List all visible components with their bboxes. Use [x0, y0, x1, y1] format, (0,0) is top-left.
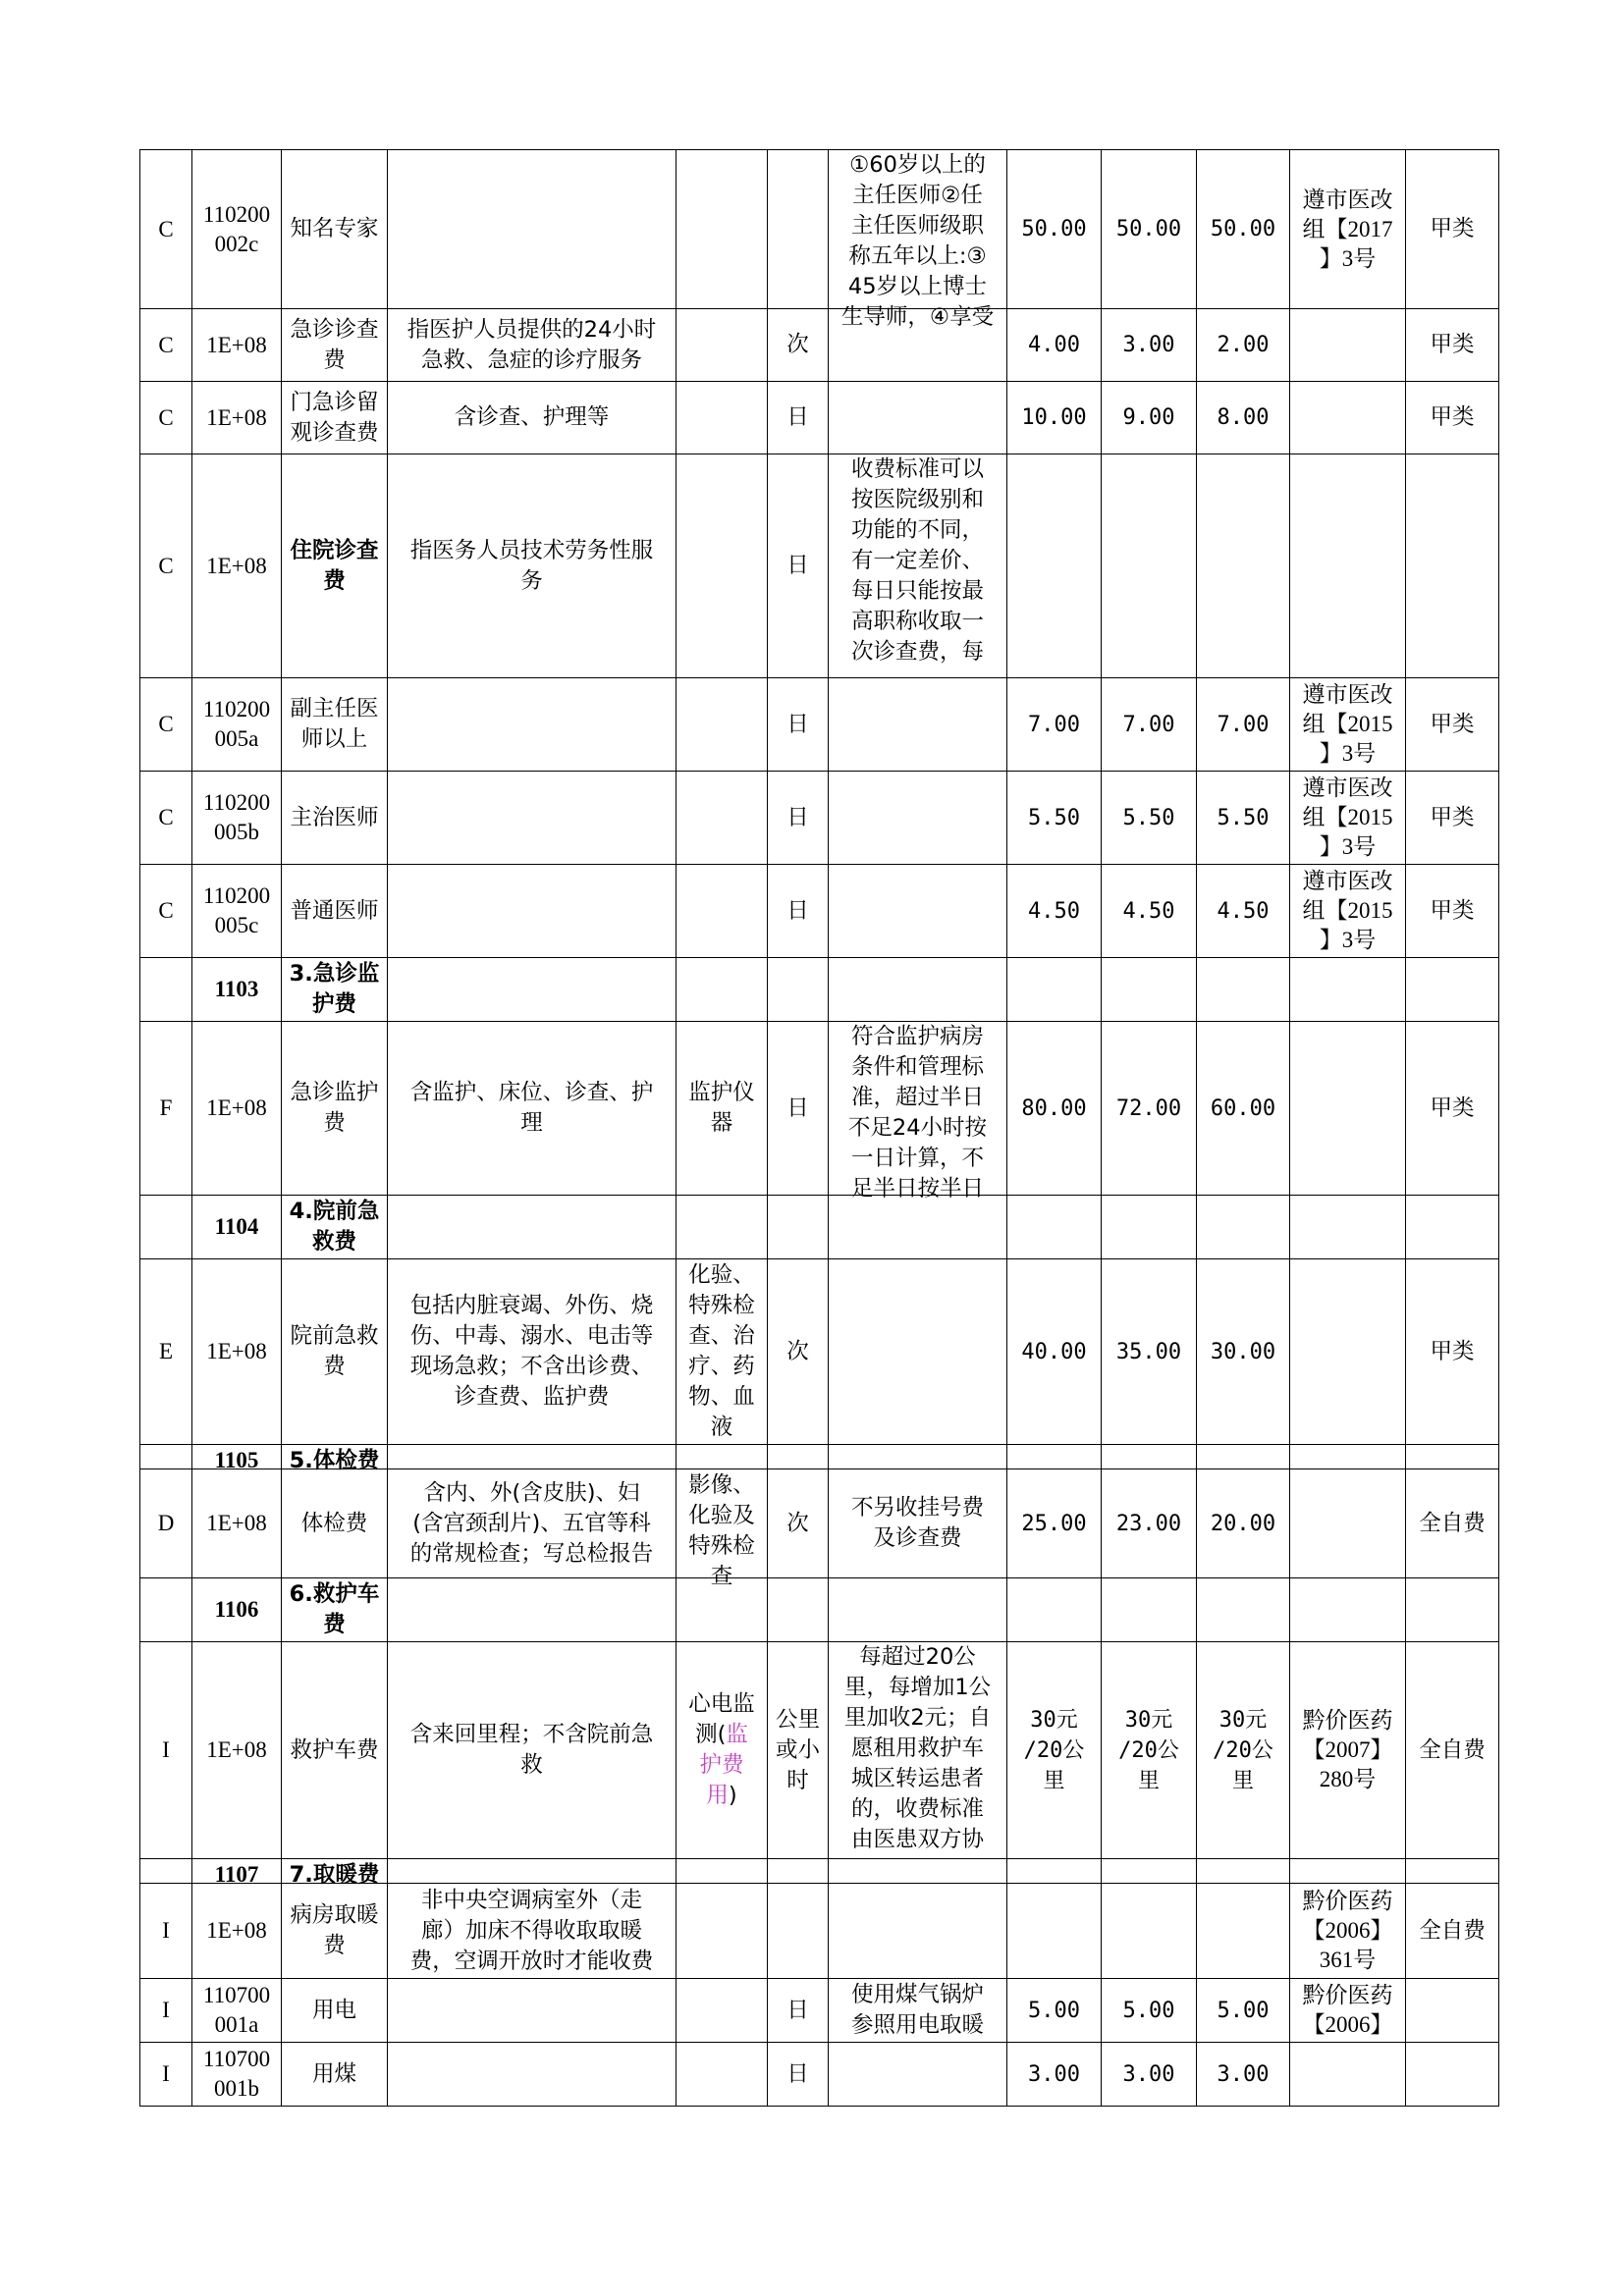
- cell-except: [677, 1196, 768, 1259]
- cell-name: 7.取暖费: [282, 1859, 388, 1884]
- cell-except: [677, 1859, 768, 1884]
- cell-basis: [1290, 1445, 1406, 1469]
- cell-cat: [1406, 1859, 1499, 1884]
- cell-note: 符合监护病房 条件和管理标 准，超过半日 不足24小时按 一日计算，不 足半日按半日: [829, 1022, 1007, 1196]
- cell-p3: 50.00: [1197, 150, 1290, 309]
- cell-code: 1E+08: [192, 1022, 282, 1196]
- cell-unit: [768, 1884, 829, 1979]
- cell-content: [388, 678, 677, 772]
- cell-p1: 4.00: [1007, 309, 1102, 382]
- cell-p2: [1102, 1884, 1197, 1979]
- cell-basis: 遵市医改 组【2015 】3号: [1290, 772, 1406, 865]
- cell-code: 1E+08: [192, 309, 282, 382]
- cell-except: [677, 382, 768, 454]
- cell-p1: 5.50: [1007, 772, 1102, 865]
- table-row: [140, 1884, 1499, 1979]
- cell-p2: [1102, 958, 1197, 1022]
- cell-basis: [1290, 958, 1406, 1022]
- cell-note: 不另收挂号费 及诊查费: [829, 1469, 1007, 1578]
- cell-note: 每超过20公 里，每增加1公 里加收2元；自 愿租用救护车 城区转运患者 的，收费标准 由医患双方协: [829, 1642, 1007, 1859]
- cell-cat: [1406, 1578, 1499, 1642]
- cell-unit: 日: [768, 1022, 829, 1196]
- cell-p2: 4.50: [1102, 865, 1197, 958]
- cell-name: 副主任医 师以上: [282, 678, 388, 772]
- cell-note: 收费标准可以 按医院级别和 功能的不同， 有一定差价、 每日只能按最 高职称收取一 次诊查费，每: [829, 454, 1007, 678]
- cell-cat: 全自费: [1406, 1642, 1499, 1859]
- cell-content: 含内、外(含皮肤)、妇 (含宫颈刮片)、五官等科 的常规检查；写总检报告: [388, 1469, 677, 1578]
- cell-cls: C: [140, 150, 192, 309]
- cell-except: [677, 1884, 768, 1979]
- cell-except: 影像、 化验及 特殊检 查: [677, 1469, 768, 1578]
- cell-cat: 甲类: [1406, 772, 1499, 865]
- cell-cat: 甲类: [1406, 1259, 1499, 1445]
- cell-cls: [140, 958, 192, 1022]
- cell-basis: [1290, 1469, 1406, 1578]
- cell-unit: 次: [768, 1469, 829, 1578]
- cell-cls: I: [140, 1979, 192, 2043]
- table-row: [140, 865, 1499, 958]
- cell-p2: [1102, 1578, 1197, 1642]
- cell-cls: F: [140, 1022, 192, 1196]
- cell-code: 110200 005a: [192, 678, 282, 772]
- cell-note: [829, 958, 1007, 1022]
- cell-content: [388, 1578, 677, 1642]
- cell-basis: [1290, 1196, 1406, 1259]
- cell-cat: [1406, 1196, 1499, 1259]
- cell-code: 110200 005c: [192, 865, 282, 958]
- cell-name: 知名专家: [282, 150, 388, 309]
- cell-cat: 甲类: [1406, 1022, 1499, 1196]
- cell-note: [829, 1259, 1007, 1445]
- cell-note: [829, 678, 1007, 772]
- cell-p2: 5.00: [1102, 1979, 1197, 2043]
- cell-note: [829, 2043, 1007, 2107]
- cell-p2: 9.00: [1102, 382, 1197, 454]
- cell-code: 1E+08: [192, 1884, 282, 1979]
- cell-p3: [1197, 1578, 1290, 1642]
- cell-name: 普通医师: [282, 865, 388, 958]
- cell-code: 1E+08: [192, 1259, 282, 1445]
- cell-except: [677, 865, 768, 958]
- cell-unit: 日: [768, 2043, 829, 2107]
- table-row: [140, 958, 1499, 1022]
- cell-content: [388, 865, 677, 958]
- cell-cat: 甲类: [1406, 678, 1499, 772]
- cell-except: [677, 1445, 768, 1469]
- cell-cls: D: [140, 1469, 192, 1578]
- cell-except: [677, 1979, 768, 2043]
- cell-content: 指医护人员提供的24小时 急救、急症的诊疗服务: [388, 309, 677, 382]
- cell-cat: 甲类: [1406, 382, 1499, 454]
- cell-note: [829, 382, 1007, 454]
- cell-cls: [140, 1196, 192, 1259]
- cell-name: 急诊诊查 费: [282, 309, 388, 382]
- cell-content: 含诊查、护理等: [388, 382, 677, 454]
- cell-basis: [1290, 454, 1406, 678]
- cell-content: [388, 1445, 677, 1469]
- cell-except: [677, 958, 768, 1022]
- table-row: [140, 1259, 1499, 1445]
- cell-p1: [1007, 1196, 1102, 1259]
- cell-code: 1104: [192, 1196, 282, 1259]
- cell-p1: 80.00: [1007, 1022, 1102, 1196]
- cell-p1: 10.00: [1007, 382, 1102, 454]
- cell-cat: 甲类: [1406, 309, 1499, 382]
- cell-content: [388, 958, 677, 1022]
- cell-p1: 40.00: [1007, 1259, 1102, 1445]
- cell-cat: [1406, 1979, 1499, 2043]
- cell-basis: [1290, 1859, 1406, 1884]
- cell-cat: [1406, 454, 1499, 678]
- cell-except: [677, 678, 768, 772]
- cell-basis: 遵市医改 组【2015 】3号: [1290, 678, 1406, 772]
- cell-except: [677, 150, 768, 309]
- cell-unit: 日: [768, 865, 829, 958]
- cell-unit: [768, 150, 829, 309]
- cell-p3: [1197, 1884, 1290, 1979]
- cell-p2: [1102, 1859, 1197, 1884]
- cell-p1: [1007, 1859, 1102, 1884]
- table-row: [140, 1022, 1499, 1196]
- cell-basis: 遵市医改 组【2017 】3号: [1290, 150, 1406, 309]
- cell-content: 非中央空调病室外（走 廊）加床不得收取取暖 费，空调开放时才能收费: [388, 1884, 677, 1979]
- cell-cls: C: [140, 382, 192, 454]
- cell-basis: [1290, 1022, 1406, 1196]
- cell-unit: 公里 或小 时: [768, 1642, 829, 1859]
- cell-except: [677, 454, 768, 678]
- cell-p1: [1007, 1445, 1102, 1469]
- cell-p1: 3.00: [1007, 2043, 1102, 2107]
- cell-p3: 8.00: [1197, 382, 1290, 454]
- cell-name: 救护车费: [282, 1642, 388, 1859]
- cell-note: 使用煤气锅炉 参照用电取暖: [829, 1979, 1007, 2043]
- cell-unit: 日: [768, 454, 829, 678]
- table-row: [140, 1445, 1499, 1469]
- cell-p1: 5.00: [1007, 1979, 1102, 2043]
- cell-code: 1103: [192, 958, 282, 1022]
- cell-p3: 3.00: [1197, 2043, 1290, 2107]
- cell-cat: 全自费: [1406, 1884, 1499, 1979]
- table-row: [140, 454, 1499, 678]
- cell-p3: 60.00: [1197, 1022, 1290, 1196]
- cell-cls: E: [140, 1259, 192, 1445]
- cell-basis: [1290, 309, 1406, 382]
- cell-cat: [1406, 1445, 1499, 1469]
- cell-note: [829, 1445, 1007, 1469]
- cell-p1: 7.00: [1007, 678, 1102, 772]
- cell-unit: 日: [768, 772, 829, 865]
- table-row: [140, 1642, 1499, 1859]
- cell-unit: 次: [768, 309, 829, 382]
- cell-cat: [1406, 958, 1499, 1022]
- cell-p3: 7.00: [1197, 678, 1290, 772]
- cell-unit: 日: [768, 382, 829, 454]
- cell-name: 4.院前急 救费: [282, 1196, 388, 1259]
- cell-cls: C: [140, 454, 192, 678]
- cell-except: [677, 309, 768, 382]
- cell-cat: [1406, 2043, 1499, 2107]
- cell-p3: [1197, 958, 1290, 1022]
- cell-code: 1E+08: [192, 454, 282, 678]
- cell-code: 1107: [192, 1859, 282, 1884]
- cell-p3: [1197, 1859, 1290, 1884]
- cell-p3: 5.00: [1197, 1979, 1290, 2043]
- cell-p1: 25.00: [1007, 1469, 1102, 1578]
- cell-unit: [768, 958, 829, 1022]
- cell-content: [388, 2043, 677, 2107]
- cell-except: [677, 2043, 768, 2107]
- cell-code: 1106: [192, 1578, 282, 1642]
- pink-note: 监 护费 用: [699, 1722, 748, 1808]
- cell-p2: 3.00: [1102, 2043, 1197, 2107]
- cell-code: 1105: [192, 1445, 282, 1469]
- cell-p3: [1197, 1196, 1290, 1259]
- cell-name: 急诊监护 费: [282, 1022, 388, 1196]
- table-row: [140, 382, 1499, 454]
- cell-name: 5.体检费: [282, 1445, 388, 1469]
- cell-content: [388, 772, 677, 865]
- cell-except: 化验、 特殊检 查、治 疗、药 物、血 液: [677, 1259, 768, 1445]
- cell-cat: 全自费: [1406, 1469, 1499, 1578]
- cell-unit: [768, 1859, 829, 1884]
- cell-basis: 黔价医药 【2007】 280号: [1290, 1642, 1406, 1859]
- cell-p2: 7.00: [1102, 678, 1197, 772]
- cell-p3: 5.50: [1197, 772, 1290, 865]
- cell-name: 主治医师: [282, 772, 388, 865]
- cell-cls: [140, 1578, 192, 1642]
- cell-cat: 甲类: [1406, 865, 1499, 958]
- cell-cls: C: [140, 865, 192, 958]
- cell-cls: I: [140, 1642, 192, 1859]
- cell-p2: 50.00: [1102, 150, 1197, 309]
- cell-note: [829, 1859, 1007, 1884]
- cell-content: 含监护、床位、诊查、护 理: [388, 1022, 677, 1196]
- cell-basis: [1290, 1259, 1406, 1445]
- cell-cls: C: [140, 309, 192, 382]
- table-row: [140, 1578, 1499, 1642]
- cell-p2: [1102, 454, 1197, 678]
- cell-code: 1E+08: [192, 1642, 282, 1859]
- table-row: [140, 1979, 1499, 2043]
- table-row: [140, 150, 1499, 309]
- cell-p2: [1102, 1196, 1197, 1259]
- cell-p3: 20.00: [1197, 1469, 1290, 1578]
- cell-p1: [1007, 958, 1102, 1022]
- cell-cat: 甲类: [1406, 150, 1499, 309]
- cell-p3: [1197, 1445, 1290, 1469]
- cell-code: 110200 002c: [192, 150, 282, 309]
- cell-basis: [1290, 1578, 1406, 1642]
- cell-content: [388, 1979, 677, 2043]
- cell-p1: [1007, 454, 1102, 678]
- cell-name: 用煤: [282, 2043, 388, 2107]
- cell-unit: 日: [768, 678, 829, 772]
- cell-p2: [1102, 1445, 1197, 1469]
- cell-note: [829, 865, 1007, 958]
- cell-unit: 次: [768, 1259, 829, 1445]
- cell-unit: [768, 1445, 829, 1469]
- cell-code: 110700 001b: [192, 2043, 282, 2107]
- cell-p1: 50.00: [1007, 150, 1102, 309]
- cell-p3: 30.00: [1197, 1259, 1290, 1445]
- cell-p1: 4.50: [1007, 865, 1102, 958]
- cell-name: 6.救护车 费: [282, 1578, 388, 1642]
- cell-p1: [1007, 1884, 1102, 1979]
- cell-content: [388, 150, 677, 309]
- cell-content: 指医务人员技术劳务性服 务: [388, 454, 677, 678]
- cell-code: 1E+08: [192, 1469, 282, 1578]
- cell-unit: 日: [768, 1979, 829, 2043]
- table-row: [140, 678, 1499, 772]
- cell-p3: [1197, 454, 1290, 678]
- cell-cls: C: [140, 678, 192, 772]
- cell-note: [829, 772, 1007, 865]
- cell-note: ①60岁以上的 主任医师②任 主任医师级职 称五年以上:③ 45岁以上博士 生导师，④享受: [829, 150, 1007, 309]
- price-table: [139, 149, 1499, 2107]
- cell-name: 门急诊留 观诊查费: [282, 382, 388, 454]
- cell-name: 住院诊查 费: [282, 454, 388, 678]
- cell-basis: 黔价医药 【2006】: [1290, 1979, 1406, 2043]
- table-row: [140, 309, 1499, 382]
- cell-cls: [140, 1859, 192, 1884]
- cell-code: 110700 001a: [192, 1979, 282, 2043]
- cell-except: 监护仪 器: [677, 1022, 768, 1196]
- cell-content: [388, 1196, 677, 1259]
- cell-except: 心电监 测(监 护费 用): [677, 1642, 768, 1859]
- cell-note: [829, 1578, 1007, 1642]
- cell-content: [388, 1859, 677, 1884]
- cell-code: 1E+08: [192, 382, 282, 454]
- cell-p1: 30元 /20公 里: [1007, 1642, 1102, 1859]
- cell-name: 用电: [282, 1979, 388, 2043]
- cell-basis: 黔价医药 【2006】 361号: [1290, 1884, 1406, 1979]
- cell-code: 110200 005b: [192, 772, 282, 865]
- cell-p3: 30元 /20公 里: [1197, 1642, 1290, 1859]
- cell-cls: C: [140, 772, 192, 865]
- cell-except: [677, 772, 768, 865]
- cell-unit: [768, 1196, 829, 1259]
- cell-note: [829, 1196, 1007, 1259]
- cell-cls: I: [140, 1884, 192, 1979]
- cell-note: [829, 1884, 1007, 1979]
- table-row: [140, 1196, 1499, 1259]
- cell-p2: 30元 /20公 里: [1102, 1642, 1197, 1859]
- table-row: [140, 1469, 1499, 1578]
- cell-cls: I: [140, 2043, 192, 2107]
- cell-basis: 遵市医改 组【2015 】3号: [1290, 865, 1406, 958]
- cell-p2: 5.50: [1102, 772, 1197, 865]
- cell-name: 3.急诊监 护费: [282, 958, 388, 1022]
- cell-name: 院前急救 费: [282, 1259, 388, 1445]
- cell-p2: 23.00: [1102, 1469, 1197, 1578]
- cell-name: 病房取暖 费: [282, 1884, 388, 1979]
- cell-p2: 72.00: [1102, 1022, 1197, 1196]
- cell-unit: [768, 1578, 829, 1642]
- cell-content: 包括内脏衰竭、外伤、烧 伤、中毒、溺水、电击等 现场急救；不含出诊费、 诊查费、监护费: [388, 1259, 677, 1445]
- table-row: [140, 2043, 1499, 2107]
- cell-cls: [140, 1445, 192, 1469]
- cell-p2: 35.00: [1102, 1259, 1197, 1445]
- cell-name: 体检费: [282, 1469, 388, 1578]
- cell-basis: [1290, 2043, 1406, 2107]
- table-row: [140, 772, 1499, 865]
- cell-p2: 3.00: [1102, 309, 1197, 382]
- cell-basis: [1290, 382, 1406, 454]
- cell-p1: [1007, 1578, 1102, 1642]
- table-row: [140, 1859, 1499, 1884]
- cell-p3: 2.00: [1197, 309, 1290, 382]
- cell-content: 含来回里程；不含院前急 救: [388, 1642, 677, 1859]
- cell-p3: 4.50: [1197, 865, 1290, 958]
